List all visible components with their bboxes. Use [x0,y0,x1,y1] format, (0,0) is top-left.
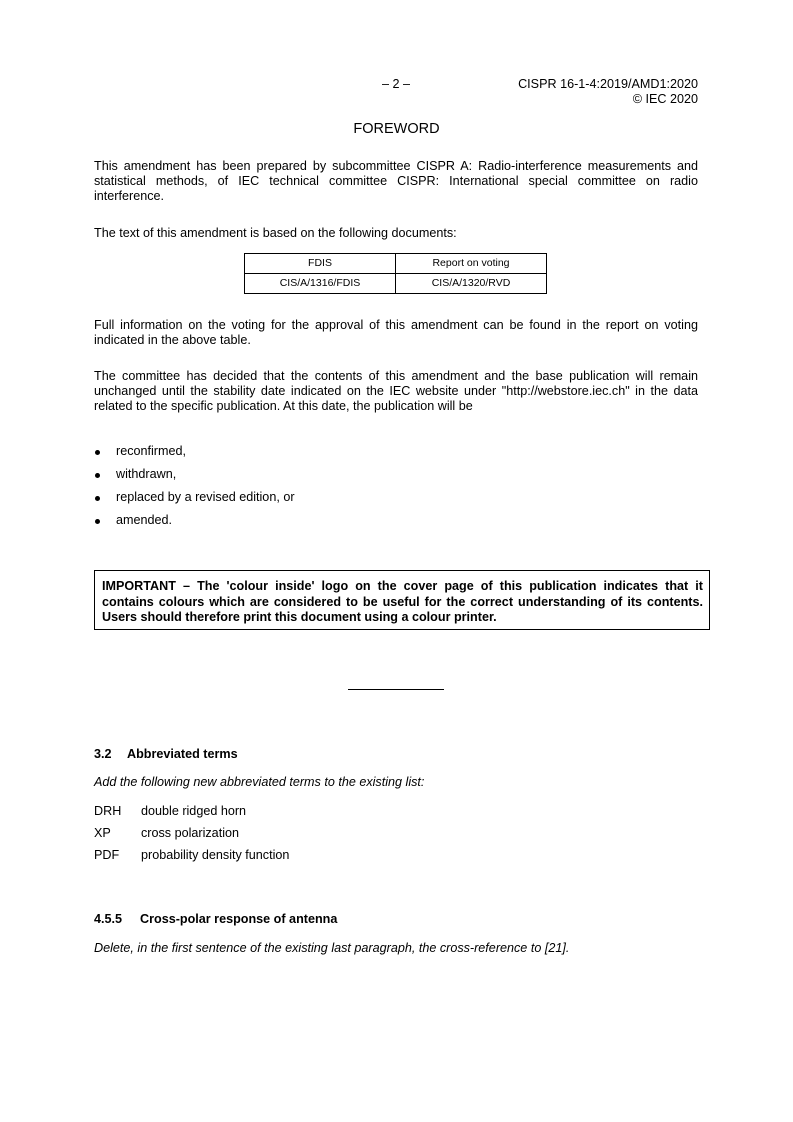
foreword-paragraph-1: This amendment has been prepared by subcommittee CISPR A: Radio-interference measurements and statistical methods, of IEC technical committee CISPR: International special committee on radio interference. [94,159,698,203]
table-header-cell: FDIS [245,254,396,274]
abbreviation-code: PDF [94,848,120,862]
page-number: – 2 – [381,77,410,91]
section-title: Cross-polar response of antenna [140,912,338,926]
table-header-row [245,254,547,274]
section-number: 4.5.5 [94,912,123,926]
abbreviation-code: XP [94,826,111,840]
table-cell: CIS/A/1316/FDIS [245,274,396,294]
list-item: withdrawn, [94,467,295,490]
section-3-2-instruction: Add the following new abbreviated terms to the existing list: [94,775,425,789]
foreword-paragraph-3: Full information on the voting for the approval of this amendment can be found in the report on voting indicated in the above table. [94,318,698,347]
page-title: FOREWORD [353,121,440,137]
section-4-5-5-heading [94,912,337,927]
foreword-paragraph-2: The text of this amendment is based on the following documents: [94,226,457,240]
table-header-cell: Report on voting [396,254,547,274]
doc-ref: CISPR 16-1-4:2019/AMD1:2020 [518,77,698,91]
table-cell: CIS/A/1320/RVD [396,274,547,294]
list-item: amended. [94,513,295,536]
copyright: © IEC 2020 [632,92,698,106]
abbreviation-term: double ridged horn [141,804,247,818]
separator-line [348,689,444,690]
section-title: Abbreviated terms [127,747,238,761]
list-item: replaced by a revised edition, or [94,490,295,513]
table-row [245,274,547,294]
publication-options-list [94,444,295,536]
section-3-2-heading [94,747,238,762]
documents-table [244,253,547,294]
section-number: 3.2 [94,747,112,761]
document-reference [518,77,698,107]
abbreviation-term: cross polarization [141,826,239,840]
abbreviation-code: DRH [94,804,122,818]
abbreviation-term: probability density function [141,848,290,862]
important-notice-box: IMPORTANT – The 'colour inside' logo on the cover page of this publication indicates that it contains colours which are considered to be useful for the correct understanding of its contents. Users should therefore print this document using a colour printer. [94,570,710,630]
section-4-5-5-instruction: Delete, in the first sentence of the existing last paragraph, the cross-reference to [21]. [94,941,570,955]
list-item: reconfirmed, [94,444,295,467]
foreword-paragraph-4: The committee has decided that the contents of this amendment and the base publication will remain unchanged until the stability date indicated on the IEC website under "http://webstore.iec.ch" in the data related to the specific publication. At this date, the publication will be [94,369,698,413]
